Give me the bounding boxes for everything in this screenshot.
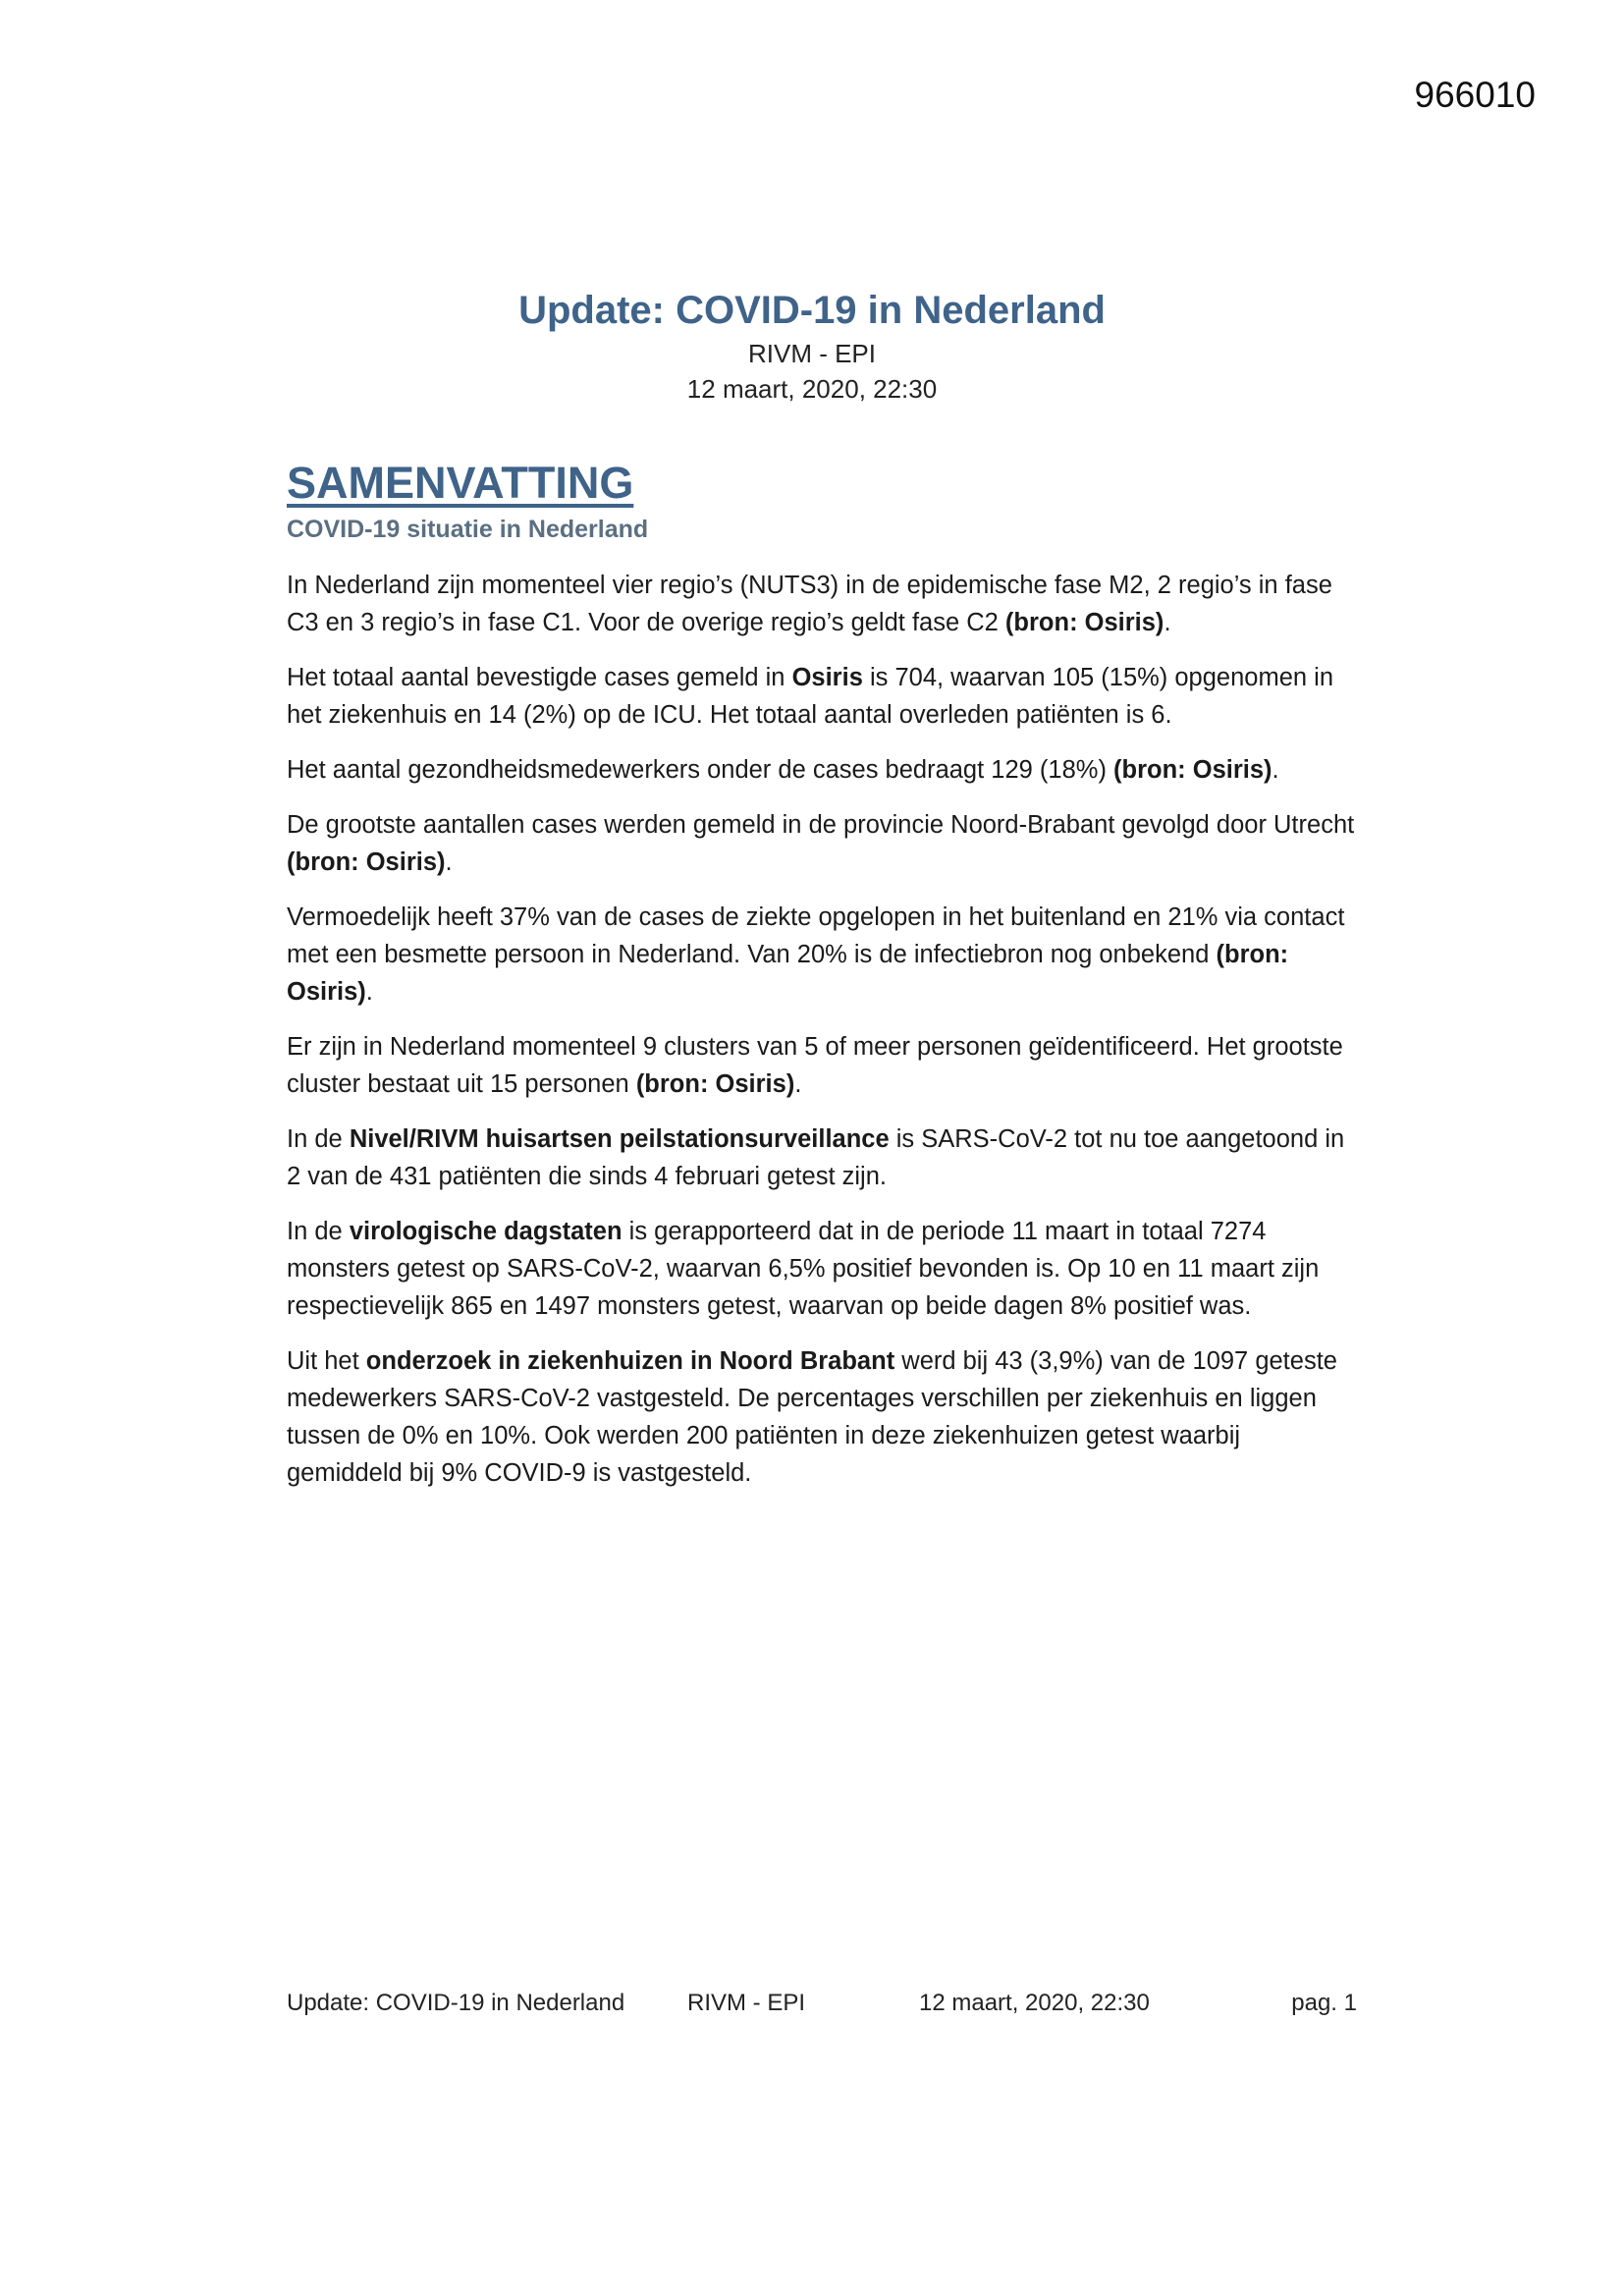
paragraph-text: . <box>1164 609 1171 636</box>
document-title: Update: COVID-19 in Nederland <box>518 289 1106 332</box>
paragraph-text: Het aantal gezondheidsmedewerkers onder de cases bedraagt 129 (18%) <box>287 756 1114 784</box>
paragraph-text: . <box>794 1070 802 1098</box>
summary-paragraph <box>287 659 1357 734</box>
summary-paragraph <box>287 1342 1357 1492</box>
section-heading: SAMENVATTING <box>287 458 634 508</box>
emphasis-text: (bron: Osiris) <box>287 941 1289 1006</box>
summary-paragraph <box>287 1213 1357 1325</box>
document-id: 966010 <box>1414 75 1536 115</box>
summary-paragraph <box>287 806 1357 881</box>
paragraph-text: In de <box>287 1218 350 1245</box>
summary-content <box>287 567 1357 1509</box>
paragraph-text: Vermoedelijk heeft 37% van de cases de ziekte opgelopen in het buitenland en 21% via contact met een besmette persoon in Nederland. Van 20% is de infectiebron nog onbekend <box>287 903 1345 968</box>
paragraph-text: is SARS-CoV-2 tot nu toe aangetoond in 2 van de 431 patiënten die sinds 4 februari getest zijn. <box>287 1125 1345 1190</box>
summary-paragraph <box>287 899 1357 1011</box>
footer-page-number: pag. 1 <box>1291 1990 1357 2016</box>
paragraph-text: . <box>365 978 373 1006</box>
emphasis-text: (bron: Osiris) <box>1113 756 1272 784</box>
emphasis-text: (bron: Osiris) <box>287 848 446 876</box>
footer-title: Update: COVID-19 in Nederland <box>287 1990 625 2016</box>
summary-paragraph <box>287 751 1357 789</box>
paragraph-text: In Nederland zijn momenteel vier regio’s (NUTS3) in de epidemische fase M2, 2 regio’s in fase C3 en 3 regio’s in fase C1. Voor de overige regio’s geldt fase C2 <box>287 572 1332 636</box>
paragraph-text: . <box>1272 756 1279 784</box>
section-subheading: COVID-19 situatie in Nederland <box>287 516 649 543</box>
paragraph-text: Er zijn in Nederland momenteel 9 clusters van 5 of meer personen geïdentificeerd. Het grootste cluster bestaat uit 15 personen <box>287 1033 1343 1098</box>
footer-org: RIVM - EPI <box>687 1990 806 2016</box>
paragraph-text: Het totaal aantal bevestigde cases gemeld in <box>287 664 792 691</box>
paragraph-text: werd bij 43 (3,9%) van de 1097 geteste medewerkers SARS-CoV-2 vastgesteld. De percentages verschillen per ziekenhuis en liggen tussen de 0% en 10%. Ook werden 200 patiënten in deze ziekenhuizen getest waarbij gemiddeld bij 9% COVID-9 is vastgesteld. <box>287 1347 1337 1487</box>
emphasis-text: (bron: Osiris) <box>1004 609 1164 636</box>
paragraph-text: In de <box>287 1125 350 1153</box>
paragraph-text: is 704, waarvan 105 (15%) opgenomen in het ziekenhuis en 14 (2%) op de ICU. Het totaal aantal overleden patiënten is 6. <box>287 664 1334 729</box>
document-org: RIVM - EPI <box>747 339 876 368</box>
summary-paragraph <box>287 1028 1357 1103</box>
page-footer <box>287 1990 1357 2025</box>
footer-date: 12 maart, 2020, 22:30 <box>919 1990 1150 2016</box>
emphasis-text: Osiris <box>791 664 863 691</box>
emphasis-text: virologische dagstaten <box>349 1218 623 1245</box>
emphasis-text: (bron: Osiris) <box>635 1070 795 1098</box>
paragraph-text: De grootste aantallen cases werden gemeld in de provincie Noord-Brabant gevolgd door Utrecht <box>287 811 1355 839</box>
paragraph-text: Uit het <box>287 1347 366 1375</box>
document-date: 12 maart, 2020, 22:30 <box>686 374 938 404</box>
document-header <box>0 285 1624 407</box>
summary-paragraph <box>287 1121 1357 1195</box>
emphasis-text: onderzoek in ziekenhuizen in Noord Brabant <box>365 1347 895 1375</box>
emphasis-text: Nivel/RIVM huisartsen peilstationsurveillance <box>349 1125 890 1153</box>
paragraph-text: . <box>445 848 453 876</box>
summary-paragraph <box>287 567 1357 641</box>
paragraph-text: is gerapporteerd dat in de periode 11 maart in totaal 7274 monsters getest op SARS-CoV-2, waarvan 6,5% positief bevonden is. Op 10 en 11 maart zijn respectievelijk 865 en 1497 monsters getest, waarvan op beide dagen 8% positief was. <box>287 1218 1320 1320</box>
